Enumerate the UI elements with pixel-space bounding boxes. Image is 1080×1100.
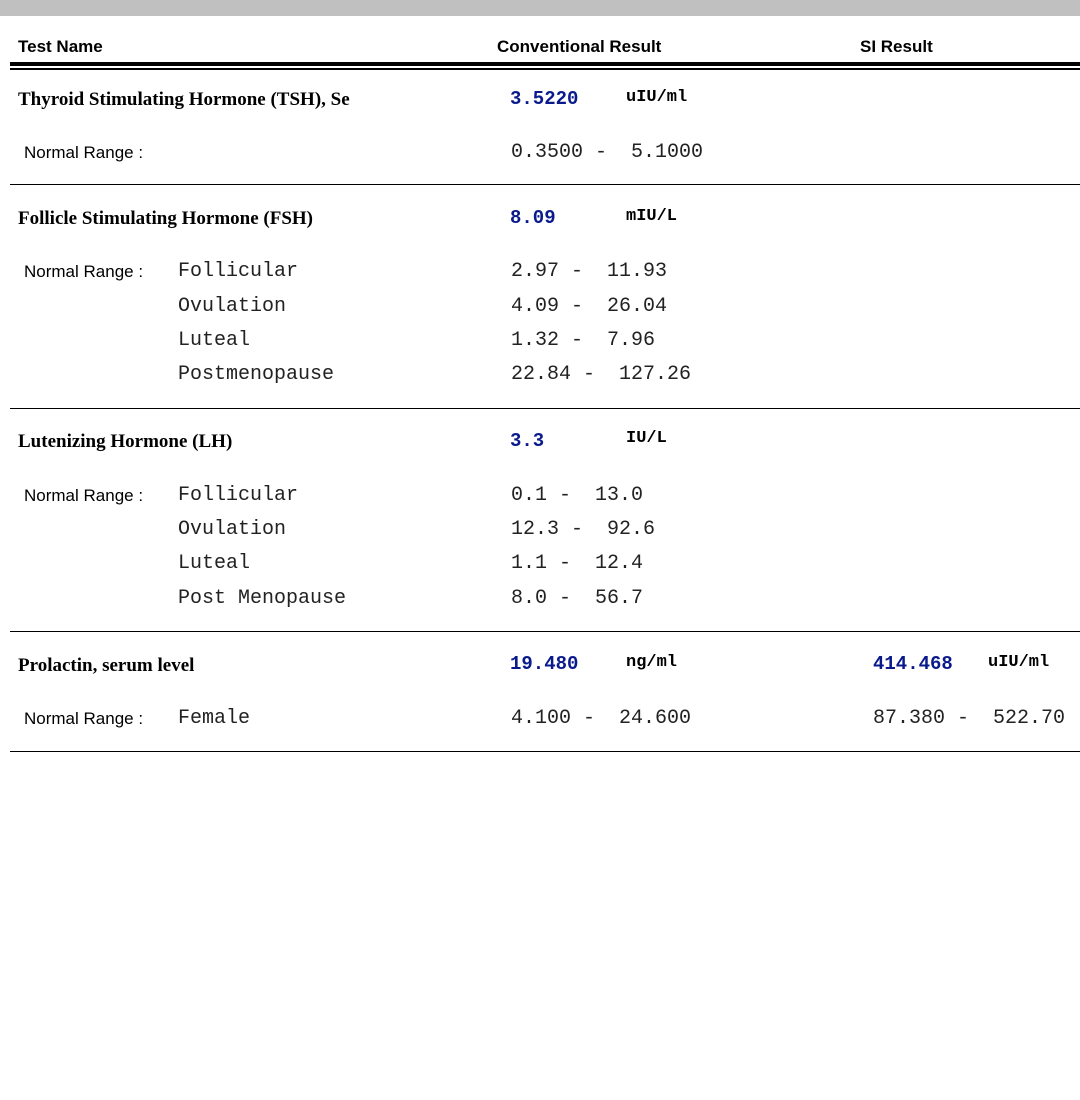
test-name-lh: Lutenizing Hormone (LH) [18,431,233,452]
range-category: Ovulation [178,295,287,318]
section-divider [10,408,1080,409]
result-unit-fsh: mIU/L [626,207,678,226]
result-unit-prolactin: ng/ml [626,653,678,672]
top-bar [0,0,1080,16]
si-result-unit-prolactin: uIU/ml [988,653,1050,672]
si-range-value: 87.380 - 522.70 [873,707,1066,730]
test-name-prolactin: Prolactin, serum level [18,655,195,676]
range-value: 0.3500 - 5.1000 [511,141,704,164]
range-category: Post Menopause [178,587,347,610]
result-value-tsh: 3.5220 [510,88,579,110]
normal-range-label: Normal Range : [24,262,144,281]
section-divider [10,751,1080,752]
normal-range-label: Normal Range : [24,709,144,728]
result-value-prolactin: 19.480 [510,653,579,675]
range-value: 8.0 - 56.7 [511,587,644,610]
result-value-fsh: 8.09 [510,207,556,229]
range-category: Follicular [178,260,299,283]
range-category: Luteal [178,552,251,575]
range-value: 4.09 - 26.04 [511,295,668,318]
range-category: Postmenopause [178,363,335,386]
range-value: 22.84 - 127.26 [511,363,692,386]
result-unit-lh: IU/L [626,429,667,448]
section-divider [10,631,1080,632]
section-divider [10,184,1080,185]
si-result-value-prolactin: 414.468 [873,653,953,675]
result-value-lh: 3.3 [510,430,545,452]
range-value: 1.1 - 12.4 [511,552,644,575]
header-rule-thin [10,68,1080,70]
column-header-test-name: Test Name [18,37,103,56]
range-category: Female [178,707,251,730]
range-category: Luteal [178,329,251,352]
column-header-si-result: SI Result [860,37,933,56]
column-header-conventional-result: Conventional Result [497,37,662,56]
test-name-tsh: Thyroid Stimulating Hormone (TSH), Se [18,89,350,110]
range-category: Ovulation [178,518,287,541]
normal-range-label: Normal Range : [24,143,144,162]
range-value: 2.97 - 11.93 [511,260,668,283]
normal-range-label: Normal Range : [24,486,144,505]
range-value: 4.100 - 24.600 [511,707,692,730]
range-value: 1.32 - 7.96 [511,329,656,352]
range-category: Follicular [178,484,299,507]
result-unit-tsh: uIU/ml [626,88,688,107]
range-value: 12.3 - 92.6 [511,518,656,541]
header-rule-thick [10,62,1080,66]
range-value: 0.1 - 13.0 [511,484,644,507]
test-name-fsh: Follicle Stimulating Hormone (FSH) [18,208,314,229]
